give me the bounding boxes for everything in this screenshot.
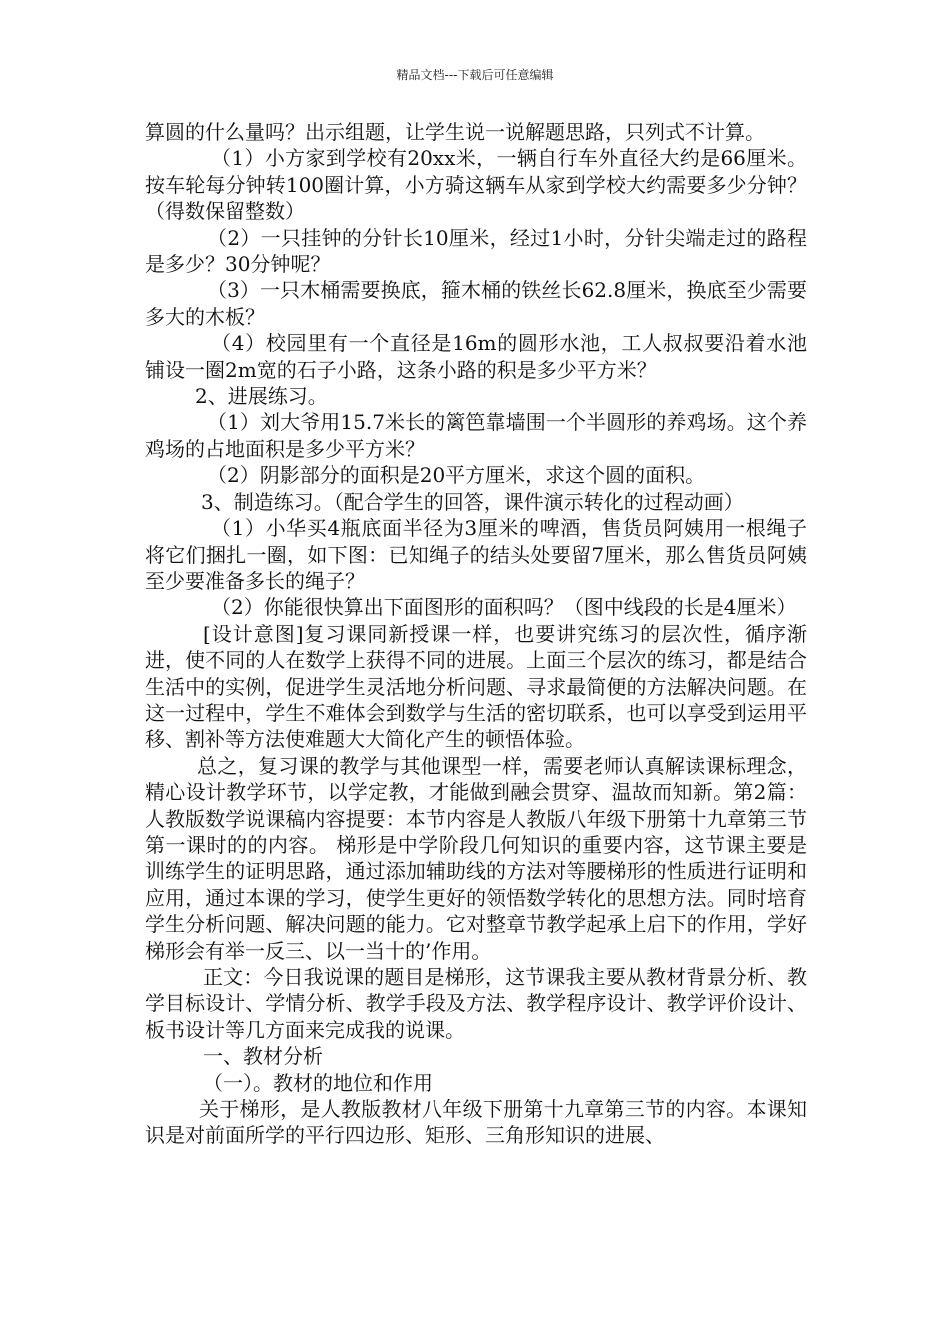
paragraph-summary: 总之，复习课的教学与其他课型一样，需要老师认真解读课标理念，精心设计教学环节，以学定教，才能做到融会贯穿、温故而知新。第2篇：人教版数学说课稿内容提要：本节内容是人教版八年级下册第十九章第三节第一课时的的内容。 梯形是中学阶段几何知识的重要内容，这节课主要是训练学生的证明思路，通过添加辅助线的方法对等腰梯形的性质进行证明和应用，通过本课的学习，使学生更好的领悟数学转化的思想方法。同时培育学生分析问题、解决问题的能力。它对整章节教学起承上启下的作用，学好梯形会有举一反三、以一当十的’作用。 <box>145 753 807 963</box>
paragraph-practice-1: （1）刘大爷用15.7米长的篱笆靠墙围一个半圆形的养鸡场。这个养鸡场的占地面积是多少平方米？ <box>145 410 807 461</box>
paragraph-exercise-4: （4）校园里有一个直径是16m的圆形水池，工人叔叔要沿着水池铺设一圈2m宽的石子小路，这条小路的积是多少平方米？ <box>145 331 807 382</box>
paragraph-intro: 算圆的什么量吗？出示组题，让学生说一说解题思路，只列式不计算。 <box>145 120 765 144</box>
paragraph-design-intent: [设计意图]复习课同新授课一样，也要讲究练习的层次性，循序渐进，使不同的人在数学上获得不同的进展。上面三个层次的练习，都是结合生活中的实例，促进学生灵活地分析问题、寻求最简便的方法解决问题。在这一过程中，学生不难体会到数学与生活的密切联系，也可以享受到运用平移、割补等方法使难题大大简化产生的顿悟体验。 <box>145 621 807 752</box>
paragraph-practice-2: （2）阴影部分的面积是20平方厘米，求这个圆的面积。 <box>207 463 706 488</box>
paragraph-exercise-2: （2）一只挂钟的分针长10厘米，经过1小时，分针尖端走过的路程是多少？30分钟呢？ <box>145 225 807 277</box>
paragraph-main-text: 正文：今日我说课的题目是梯形，这节课我主要从教材背景分析、教学目标设计、学情分析、教学手段及方法、教学程序设计、教学评价设计、板书设计等几方面来完成我的说课。 <box>145 965 807 1042</box>
paragraph-trapezoid-intro: 关于梯形，是人教版教材八年级下册第十九章第三节的内容。本课知识是对前面所学的平行四边形、矩形、三角形知识的进展、 <box>145 1097 807 1148</box>
document-body <box>145 119 807 1149</box>
paragraph-exercise-1: （1）小方家到学校有20xx米，一辆自行车外直径大约是66厘米。按车轮每分钟转100圈计算，小方骑这辆车从家到学校大约需要多少分钟？（得数保留整数） <box>145 146 807 224</box>
section-heading-material: 一、教材分析 <box>203 1044 323 1069</box>
section-heading-practice: 2、进展练习。 <box>195 384 328 409</box>
page-header: 精品文档---下载后可任意编辑 <box>396 68 554 82</box>
section-heading-creative: 3、制造练习。（配合学生的回答，课件演示转化的过程动画） <box>201 489 744 514</box>
paragraph-creative-1: （1）小华买4瓶底面半径为3厘米的啤酒，售货员阿姨用一根绳子将它们捆扎一圈，如下图：已知绳子的结头处要留7厘米，那么售货员阿姨至少要准备多长的绳子？ <box>145 516 807 593</box>
paragraph-creative-2: （2）你能很快算出下面图形的面积吗？（图中线段的长是4厘米） <box>211 595 797 620</box>
subsection-heading-role: （一）。教材的地位和作用 <box>203 1070 433 1095</box>
paragraph-exercise-3: （3）一只木桶需要换底，箍木桶的铁丝长62.8厘米，换底至少需要多大的木板？ <box>145 278 807 329</box>
